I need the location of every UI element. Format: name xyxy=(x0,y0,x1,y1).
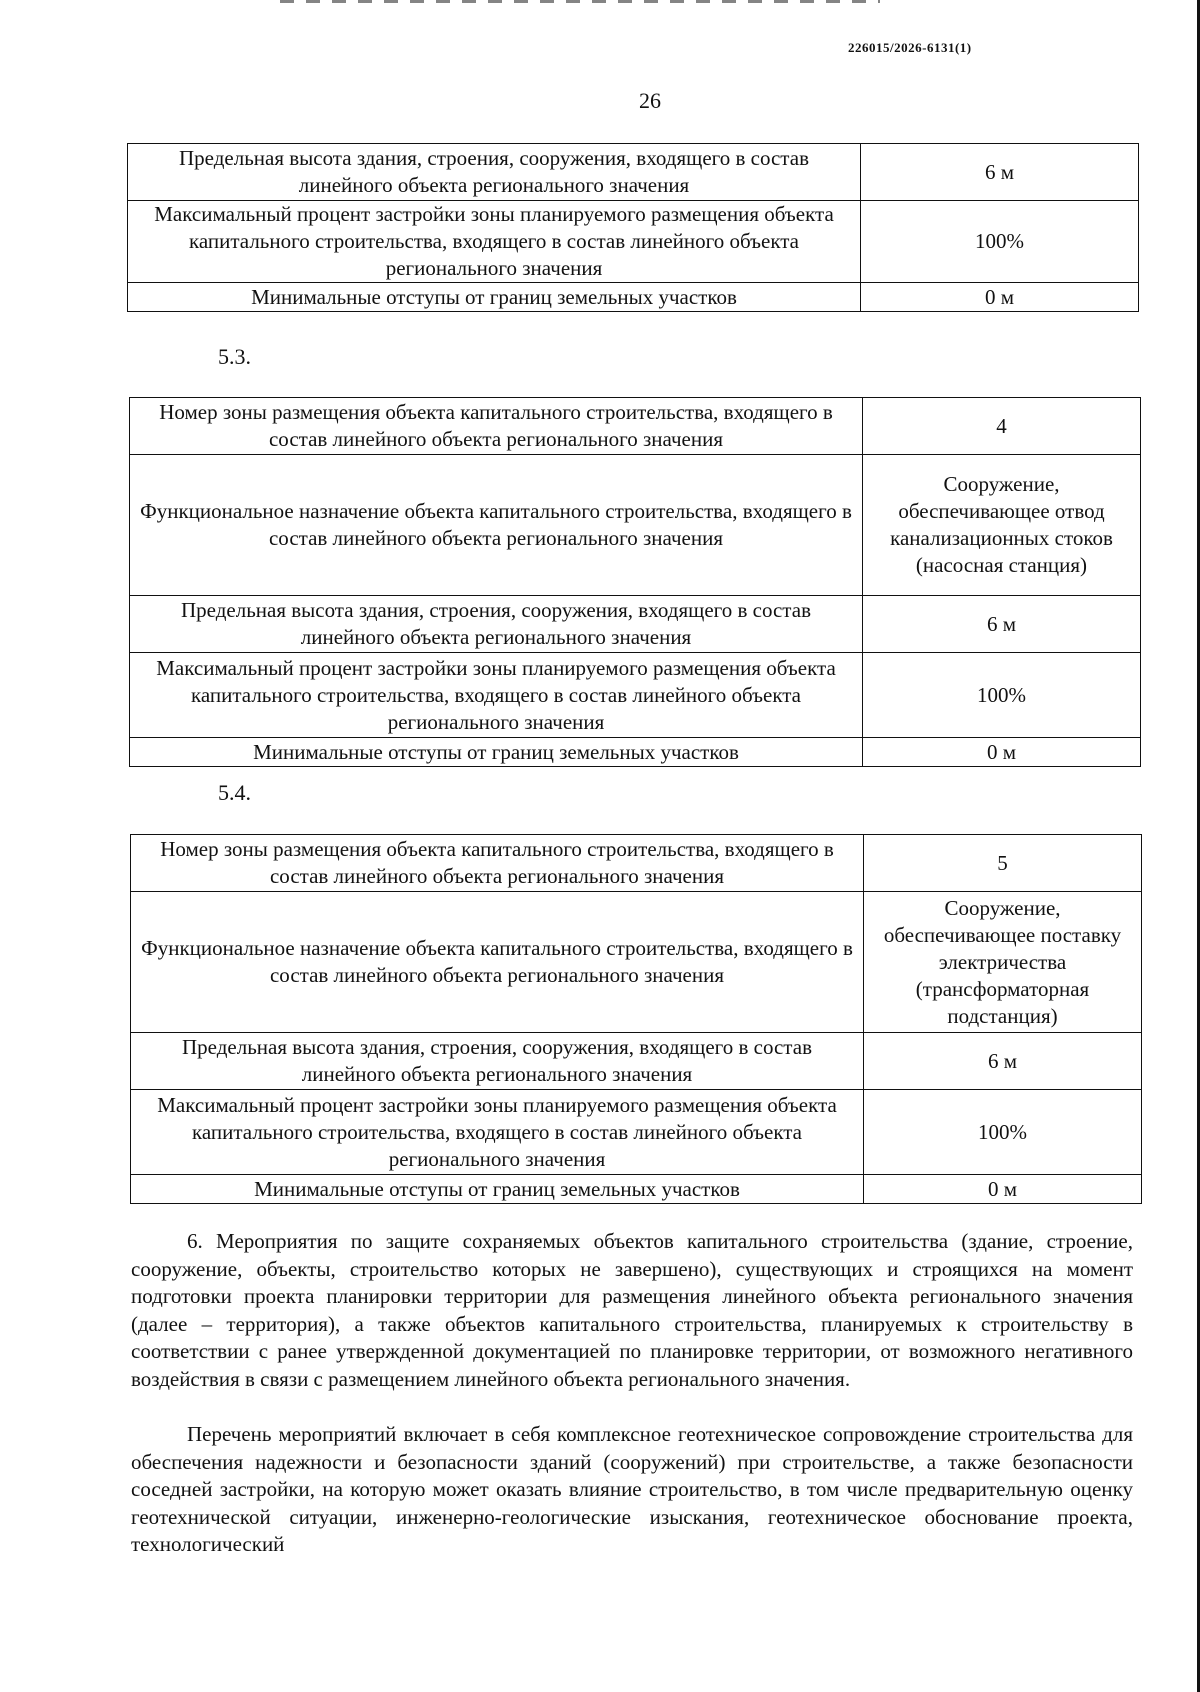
row-label: Функциональное назначение объекта капитального строительства, входящего в состав линейного объекта регионального значения xyxy=(130,455,863,596)
parameters-table-continued xyxy=(127,143,1139,312)
row-value: Сооружение, обеспечивающее поставку электричества (трансформаторная подстанция) xyxy=(864,892,1142,1033)
row-value: 100% xyxy=(861,201,1139,283)
row-label: Максимальный процент застройки зоны планируемого размещения объекта капитального строительства, входящего в состав линейного объекта регионального значения xyxy=(130,653,863,738)
table-row xyxy=(130,653,1141,738)
row-value: 0 м xyxy=(861,283,1139,312)
table-row xyxy=(130,738,1141,767)
document-id: 226015/2026-6131(1) xyxy=(848,40,972,55)
table-row xyxy=(128,201,1139,283)
row-label: Предельная высота здания, строения, сооружения, входящего в состав линейного объекта регионального значения xyxy=(131,1033,864,1090)
row-value: 6 м xyxy=(863,596,1141,653)
row-value: 6 м xyxy=(861,144,1139,201)
row-label: Минимальные отступы от границ земельных участков xyxy=(131,1175,864,1204)
table-row xyxy=(131,1090,1142,1175)
row-label: Максимальный процент застройки зоны планируемого размещения объекта капитального строительства, входящего в состав линейного объекта регионального значения xyxy=(131,1090,864,1175)
row-label: Минимальные отступы от границ земельных участков xyxy=(130,738,863,767)
row-value: 0 м xyxy=(864,1175,1142,1204)
section-number-5-4: 5.4. xyxy=(218,780,251,805)
row-value: 5 xyxy=(864,835,1142,892)
table-row xyxy=(131,1033,1142,1090)
row-value: 0 м xyxy=(863,738,1141,767)
scan-artifact xyxy=(280,0,880,3)
row-value: 4 xyxy=(863,398,1141,455)
table-row xyxy=(130,398,1141,455)
row-value: 100% xyxy=(863,653,1141,738)
table-row xyxy=(131,892,1142,1033)
parameters-table-zone-4 xyxy=(129,397,1141,767)
table-row xyxy=(128,144,1139,201)
row-label: Функциональное назначение объекта капитального строительства, входящего в состав линейного объекта регионального значения xyxy=(131,892,864,1033)
table-row xyxy=(130,596,1141,653)
paragraph-6: 6. Мероприятия по защите сохраняемых объектов капитального строительства (здание, строение, сооружение, объекты, строительство которых не завершено), существующих и строящихся на момент подготовки проекта планировки территории для размещения линейного объекта регионального значения (далее – территория), а также объектов капитального строительства, планируемых к строительству в соответствии с ранее утвержденной документацией по планировке территории, от возможного негативного воздействия в связи с размещением линейного объекта регионального значения. xyxy=(131,1229,1133,1391)
row-value: Сооружение, обеспечивающее отвод канализационных стоков (насосная станция) xyxy=(863,455,1141,596)
row-value: 6 м xyxy=(864,1033,1142,1090)
parameters-table-zone-5 xyxy=(130,834,1142,1204)
row-label: Максимальный процент застройки зоны планируемого размещения объекта капитального строительства, входящего в состав линейного объекта регионального значения xyxy=(128,201,861,283)
table-row xyxy=(131,1175,1142,1204)
row-value: 100% xyxy=(864,1090,1142,1175)
table-row xyxy=(131,835,1142,892)
row-label: Предельная высота здания, строения, сооружения, входящего в состав линейного объекта регионального значения xyxy=(128,144,861,201)
row-label: Номер зоны размещения объекта капитального строительства, входящего в состав линейного объекта регионального значения xyxy=(131,835,864,892)
row-label: Предельная высота здания, строения, сооружения, входящего в состав линейного объекта регионального значения xyxy=(130,596,863,653)
section-number-5-3: 5.3. xyxy=(218,344,251,369)
page-number: 26 xyxy=(639,88,661,113)
table-row xyxy=(130,455,1141,596)
row-label: Номер зоны размещения объекта капитального строительства, входящего в состав линейного объекта регионального значения xyxy=(130,398,863,455)
row-label: Минимальные отступы от границ земельных участков xyxy=(128,283,861,312)
paragraph-measures-list: Перечень мероприятий включает в себя комплексное геотехническое сопровождение строительства для обеспечения надежности и безопасности зданий (сооружений) при строительстве, а также безопасности соседней застройки, на которую может оказать влияние строительство, в том числе предварительную оценку геотехнической ситуации, инженерно-геологические изыскания, геотехническое обоснование проекта, технологический xyxy=(131,1422,1133,1556)
table-row xyxy=(128,283,1139,312)
